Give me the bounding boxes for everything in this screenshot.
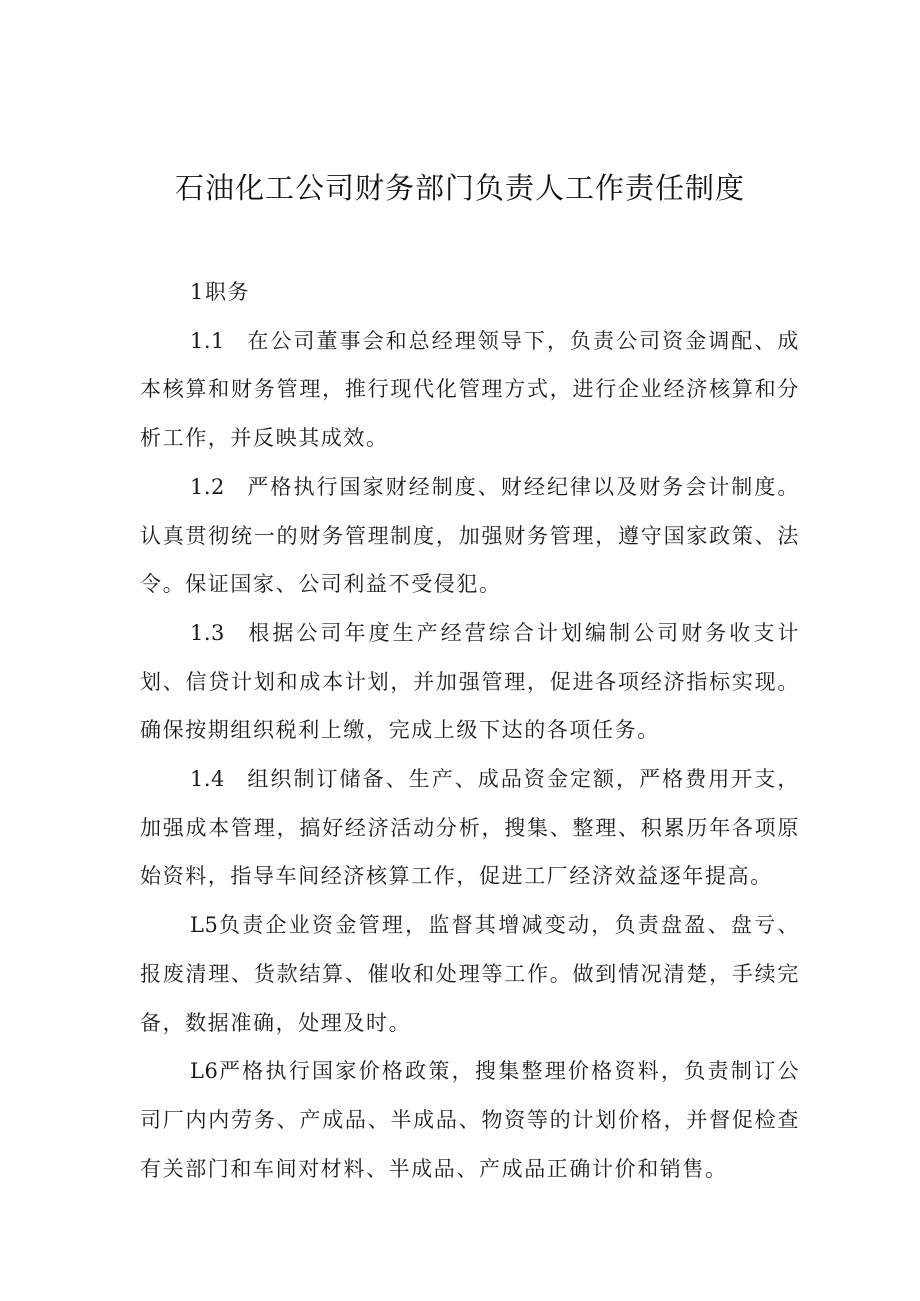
paragraph-1-3 bbox=[140, 609, 800, 755]
paragraph-text: 根据公司年度生产经营综合计划编制公司财务收支计划、信贷计划和成本计划，并加强管理，促进各项经济指标实现。确保按期组织税利上缴，完成上级下达的各项任务。 bbox=[140, 620, 800, 743]
paragraph-text: 严格执行国家价格政策，搜集整理价格资料，负责制订公司厂内内劳务、产成品、半成品、物资等的计划价格，并督促检查有关部门和车间对材料、半成品、产成品正确计价和销售。 bbox=[140, 1059, 800, 1181]
paragraph-text: 组织制订储备、生产、成品资金定额，严格费用开支，加强成本管理，搞好经济活动分析，搜集、整理、积累历年各项原始资料，指导车间经济核算工作，促进工厂经济效益逐年提高。 bbox=[140, 767, 800, 889]
paragraph-number: 1.4 bbox=[190, 767, 225, 792]
paragraph-number: L5 bbox=[190, 913, 219, 938]
paragraph-number: 1.1 bbox=[190, 328, 225, 353]
paragraph-text: 严格执行国家财经制度、财经纪律以及财务会计制度。认真贯彻统一的财务管理制度，加强财务管理，遵守国家政策、法令。保证国家、公司利益不受侵犯。 bbox=[140, 474, 800, 597]
paragraph-1-1 bbox=[140, 317, 800, 463]
paragraph-number: L6 bbox=[190, 1059, 219, 1084]
paragraph-1-4 bbox=[140, 755, 800, 901]
paragraph-number: 1.2 bbox=[190, 474, 225, 499]
section-heading: 1职务 bbox=[190, 280, 251, 304]
document-title: 石油化工公司财务部门负责人工作责任制度 bbox=[174, 171, 745, 205]
document-body bbox=[140, 268, 800, 1193]
paragraph-1-6 bbox=[140, 1047, 800, 1193]
paragraph-1-2 bbox=[140, 463, 800, 609]
paragraph-text: 负责企业资金管理，监督其增减变动，负责盘盈、盘亏、报废清理、货款结算、催收和处理等工作。做到情况清楚，手续完备，数据准确，处理及时。 bbox=[140, 913, 800, 1035]
paragraph-1-5 bbox=[140, 901, 800, 1047]
paragraph-text: 在公司董事会和总经理领导下，负责公司资金调配、成本核算和财务管理，推行现代化管理方式，进行企业经济核算和分析工作，并反映其成效。 bbox=[140, 328, 800, 451]
paragraph-number: 1.3 bbox=[190, 620, 225, 645]
